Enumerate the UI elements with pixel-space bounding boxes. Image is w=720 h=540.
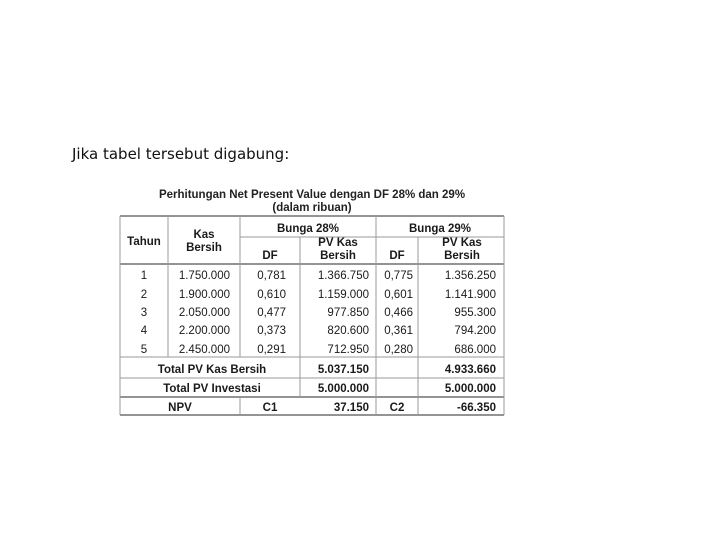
table-row — [141, 325, 496, 337]
table-row — [141, 289, 496, 301]
cell-df-29: 0,775 — [384, 270, 413, 282]
cell-kas-bersih: 2.450.000 — [178, 344, 230, 356]
total-investasi-29: 5.000.000 — [444, 383, 496, 395]
npv-row — [168, 402, 496, 414]
cell-kas-bersih: 1.900.000 — [178, 289, 230, 301]
cell-df-28: 0,610 — [257, 289, 286, 301]
table-title-line1: Perhitungan Net Present Value dengan DF 28% dan 29% — [158, 189, 466, 201]
header-tahun: Tahun — [127, 236, 161, 248]
header-df-28: DF — [262, 250, 278, 262]
c1-label: C1 — [262, 402, 278, 414]
cell-pv-29: 686.000 — [454, 344, 496, 356]
header-pv-29-line2: Bersih — [444, 250, 480, 262]
header-kas: Kas — [193, 229, 215, 241]
cell-pv-28: 977.850 — [327, 307, 369, 319]
cell-df-28: 0,291 — [257, 344, 286, 356]
cell-df-29: 0,466 — [384, 307, 413, 319]
table-row — [141, 344, 496, 356]
cell-tahun: 1 — [140, 270, 148, 282]
header-bersih: Bersih — [186, 242, 222, 254]
cell-tahun: 2 — [140, 289, 148, 301]
cell-tahun: 4 — [140, 325, 148, 337]
total-pv-28: 5.037.150 — [317, 364, 369, 376]
cell-df-29: 0,280 — [384, 344, 413, 356]
total-pv-row — [158, 364, 496, 376]
cell-df-28: 0,373 — [257, 325, 286, 337]
table-row — [141, 307, 496, 319]
total-pv-29: 4.933.660 — [444, 364, 496, 376]
header-df-29: DF — [389, 250, 405, 262]
cell-pv-29: 1.141.900 — [444, 289, 496, 301]
header-bunga29: Bunga 29% — [409, 223, 471, 235]
cell-pv-29: 794.200 — [454, 325, 496, 337]
header-pv-28-line1: PV Kas — [318, 237, 358, 249]
cell-df-29: 0,601 — [384, 289, 413, 301]
cell-pv-29: 1.356.250 — [444, 270, 496, 282]
cell-pv-28: 1.366.750 — [317, 270, 369, 282]
table-title-line2: (dalam ribuan) — [272, 202, 352, 214]
cell-df-29: 0,361 — [384, 325, 413, 337]
npv-28-value: 37.150 — [333, 402, 369, 414]
cell-tahun: 3 — [140, 307, 148, 319]
cell-pv-28: 820.600 — [327, 325, 369, 337]
npv-label: NPV — [168, 402, 192, 414]
total-investasi-28: 5.000.000 — [317, 383, 369, 395]
header-bunga28: Bunga 28% — [277, 223, 339, 235]
intro-text: Jika tabel tersebut digabung: — [72, 145, 290, 163]
cell-df-28: 0,477 — [257, 307, 286, 319]
cell-kas-bersih: 1.750.000 — [178, 270, 230, 282]
header-pv-28-line2: Bersih — [320, 250, 356, 262]
npv-29-value: -66.350 — [456, 402, 496, 414]
cell-pv-29: 955.300 — [454, 307, 496, 319]
header-pv-29-line1: PV Kas — [442, 237, 482, 249]
cell-kas-bersih: 2.050.000 — [178, 307, 230, 319]
cell-pv-28: 712.950 — [327, 344, 369, 356]
cell-df-28: 0,781 — [257, 270, 286, 282]
total-investasi-row — [163, 383, 496, 395]
cell-kas-bersih: 2.200.000 — [178, 325, 230, 337]
cell-pv-28: 1.159.000 — [317, 289, 369, 301]
table-row — [141, 270, 496, 282]
total-pv-label: Total PV Kas Bersih — [157, 364, 267, 376]
cell-tahun: 5 — [140, 344, 148, 356]
total-investasi-label: Total PV Investasi — [163, 383, 261, 395]
c2-label: C2 — [389, 402, 405, 414]
